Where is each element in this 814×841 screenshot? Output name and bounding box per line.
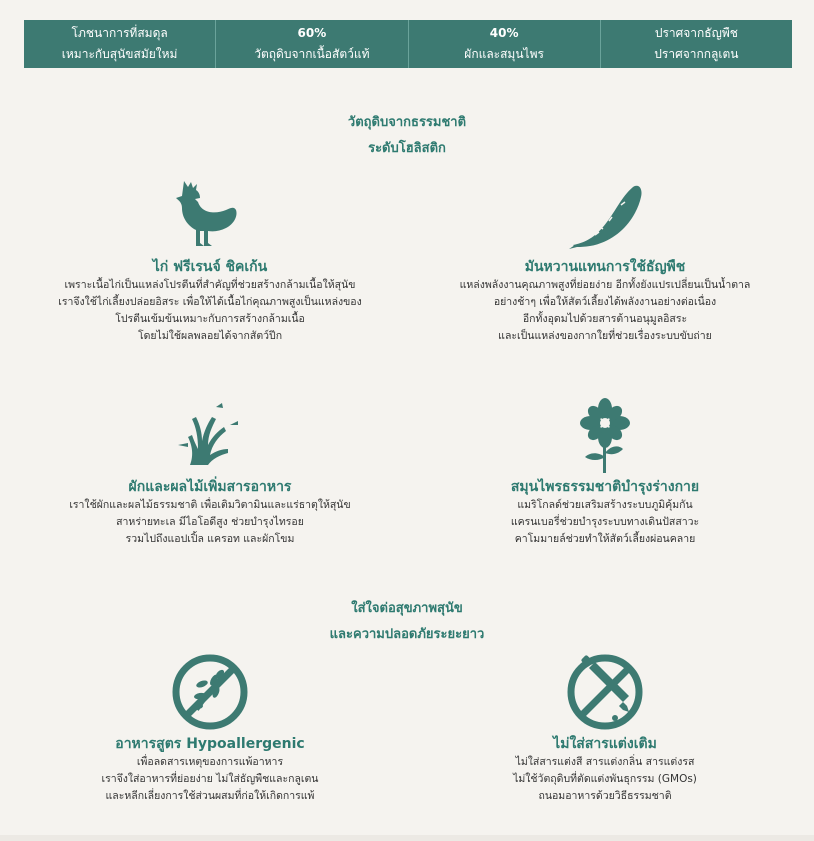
feature-title: สมุนไพรธรรมชาติบำรุงร่างกาย bbox=[510, 479, 700, 495]
chicken-icon bbox=[170, 175, 250, 255]
banner-cell-grain-free: ปราศจากธัญพืช ปราศจากกลูเตน bbox=[654, 26, 739, 61]
section-title-safety: ใส่ใจต่อสุขภาพสุนัข และความปลอดภัยระยะยาว bbox=[329, 601, 485, 642]
feature-title: อาหารสูตร Hypoallergenic bbox=[115, 736, 305, 752]
bottom-divider bbox=[0, 835, 814, 841]
feature-herb-flower bbox=[415, 395, 795, 548]
feature-description: แมริโกลด์ช่วยเสริมสร้างระบบภูมิคุ้มกัน แครนเบอรี่ช่วยบำรุงระบบทางเดินปัสสาวะ คาโมมายล์ช่วยทำให้สัตว์เลี้ยงผ่อนคลาย bbox=[510, 499, 700, 545]
feature-title: ผักและผลไม้เพิ่มสารอาหาร bbox=[128, 479, 292, 495]
no-wheat-icon bbox=[170, 652, 250, 732]
banner-cell-meat: 60% วัตถุดิบจากเนื้อสัตว์แท้ bbox=[216, 20, 408, 68]
feature-description: เพื่อลดสารเหตุของการแพ้อาหาร เราจึงใส่อาหารที่ย่อยง่าย ไม่ใส่ธัญพืชและกลูเตน และหลีกเลี่ยงการใช้ส่วนผสมที่ก่อให้เกิดการแพ้ bbox=[101, 756, 319, 802]
flower-icon bbox=[565, 395, 645, 475]
seaweed-icon bbox=[170, 395, 250, 475]
feature-banner bbox=[24, 20, 792, 68]
banner-cell-vegetables: 40% ผักและสมุนไพร bbox=[409, 20, 601, 68]
feature-description: ไม่ใส่สารแต่งสี สารแต่งกลิ่น สารแต่งรส ไม่ใช้วัตถุดิบที่ตัดแต่งพันธุกรรม (GMOs) ถนอมอาหารด้วยวิธีธรรมชาติ bbox=[513, 756, 697, 802]
feature-seaweed bbox=[20, 395, 400, 548]
feature-description: เราใช้ผักและผลไม้ธรรมชาติ เพื่อเติมวิตามินและแร่ธาตุให้สุนัข สาหร่ายทะเล มีไอโอดีสูง ช่วยบำรุงไทรอย รวมไปถึงแอปเปิ้ล แครอท และผักโขม bbox=[69, 499, 351, 545]
feature-title: มันหวานแทนการใช้ธัญพืช bbox=[524, 259, 686, 275]
no-additive-icon bbox=[565, 652, 645, 732]
section-title-natural: วัตถุดิบจากธรรมชาติ ระดับโฮลิสติก bbox=[347, 115, 467, 156]
feature-description: เพราะเนื้อไก่เป็นแหล่งโปรตีนที่สำคัญที่ช่วยสร้างกล้ามเนื้อให้สุนัข เราจึงใช้ไก่เลี้ยงปล่อยอิสระ เพื่อให้ได้เนื้อไก่คุณภาพสูงเป็นแหล่งของ โปรตีนเข้มข้นเหมาะกับการสร้างกล้ามเนื้อ โดยไม่ใช้ผลพลอยได้จากสัตว์ปีก bbox=[58, 279, 362, 342]
feature-description: แหล่งพลังงานคุณภาพสูงที่ย่อยง่าย อีกทั้งยังแปรเปลี่ยนเป็นน้ำตาล อย่างช้าๆ เพื่อให้สัตว์เลี้ยงได้พลังงานอย่างต่อเนื่อง อีกทั้งอุดมไปด้วยสารต้านอนุมูลอิสระ และเป็นแหล่งของกากใยที่ช่วยเรื่องระบบขับถ่าย bbox=[459, 279, 751, 342]
feature-chicken bbox=[20, 175, 400, 345]
feature-no-additive bbox=[415, 652, 795, 805]
feature-sweet-potato bbox=[415, 175, 795, 345]
feature-hypoallergenic bbox=[20, 652, 400, 805]
feature-title: ไม่ใส่สารแต่งเติม bbox=[553, 736, 657, 752]
sweet-potato-icon bbox=[565, 175, 645, 255]
banner-cell-balanced: โภชนาการที่สมดุล เหมาะกับสุนัขสมัยใหม่ bbox=[24, 20, 216, 68]
feature-title: ไก่ ฟรีเรนจ์ ชิคเก้น bbox=[152, 259, 268, 275]
